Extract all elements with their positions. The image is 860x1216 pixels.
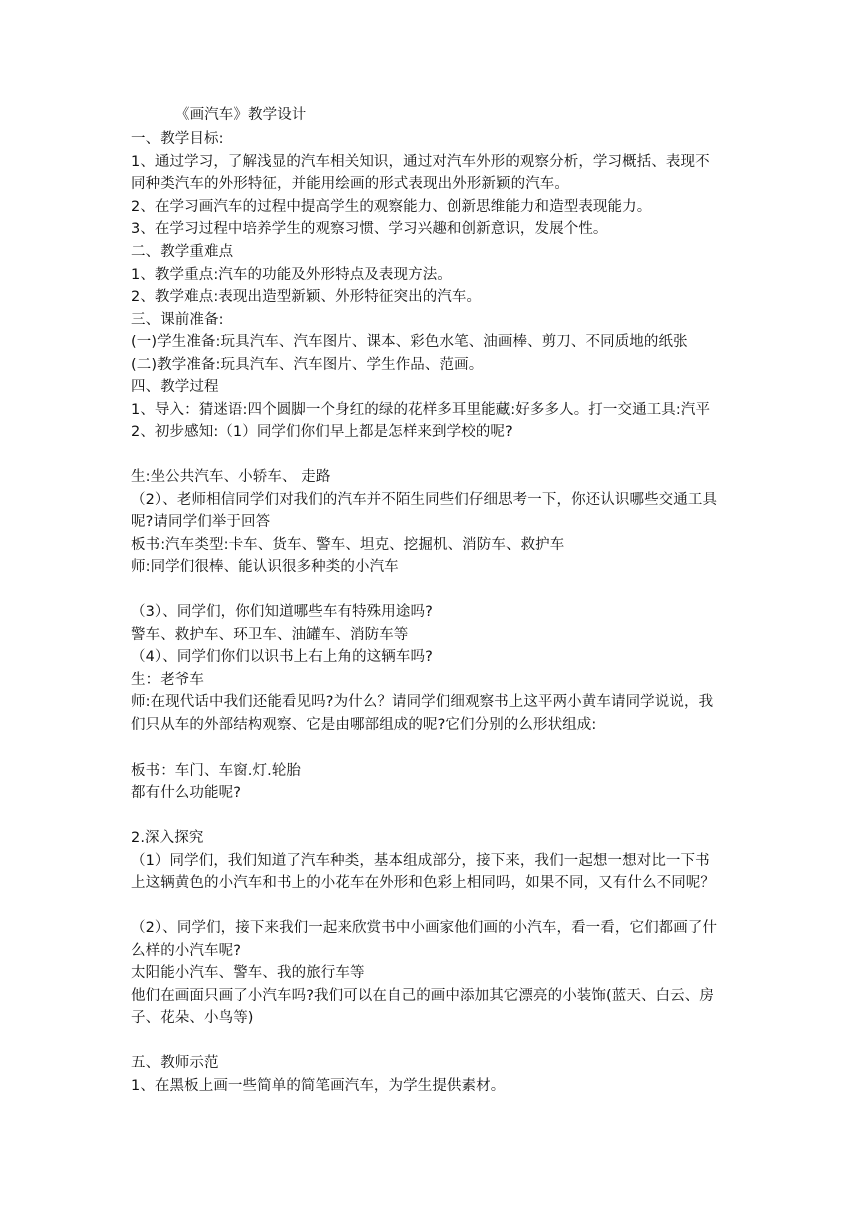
paragraph-line: 2、教学难点:表现出造型新颖、外形特征突出的汽车。 <box>131 289 482 305</box>
paragraph-line: 师:同学们很棒、能认识很多种类的小汽车 <box>131 559 399 575</box>
paragraph-line: 都有什么功能呢? <box>131 785 241 801</box>
paragraph-line: 上这辆黄色的小汽车和书上的小花车在外形和色彩上相同吗，如果不同，又有什么不同呢？ <box>131 875 715 891</box>
paragraph-line: 警车、救护车、环卫车、油罐车、消防车等 <box>131 627 409 643</box>
paragraph-line: 3、在学习过程中培养学生的观察习惯、学习兴趣和创新意识，发展个性。 <box>131 221 608 237</box>
paragraph-line: (一)学生准备:玩具汽车、汽车图片、课本、彩色水笔、油画棒、剪刀、不同质地的纸张 <box>131 334 688 350</box>
heading-teacher-demo: 五、教师示范 <box>131 1055 219 1071</box>
heading-teaching-process: 四、教学过程 <box>131 379 219 395</box>
paragraph-line: 1、教学重点:汽车的功能及外形特点及表现方法。 <box>131 267 452 283</box>
paragraph-line: 2、在学习画汽车的过程中提高学生的观察能力、创新思维能力和造型表现能力。 <box>131 199 652 215</box>
paragraph-line: 1、通过学习，了解浅显的汽车相关知识，通过对汽车外形的观察分析，学习概括、表现不 <box>131 154 710 170</box>
paragraph-line: 师:在现代话中我们还能看见吗?为什么？请同学们细观察书上这平两小黄车请同学说说，我 <box>131 694 714 710</box>
paragraph-line: 么样的小汽车呢? <box>131 943 241 959</box>
paragraph-line: 们只从车的外部结构观察、它是由哪部组成的呢?它们分别的么形状组成: <box>131 717 597 733</box>
paragraph-line: 生：老爷车 <box>131 672 204 688</box>
paragraph-line: 1、导入：猜迷语:四个圆脚一个身红的绿的花样多耳里能藏:好多多人。打一交通工具:汽平 <box>131 402 711 418</box>
heading-key-points: 二、教学重难点 <box>131 244 234 260</box>
paragraph-line: 板书：车门、车窗.灯.轮胎 <box>131 763 302 779</box>
paragraph-line: 呢?请同学们举于回答 <box>131 514 271 530</box>
paragraph-line: （1）同学们，我们知道了汽车种类，基本组成部分，接下来，我们一起想一想对比一下书 <box>131 853 710 869</box>
paragraph-line: （2）、同学们，接下来我们一起来欣赏书中小画家他们画的小汽车，看一看，它们都画了什 <box>131 920 718 936</box>
paragraph-line: 同种类汽车的外形特征，并能用绘画的形式表现出外形新颖的汽车。 <box>131 176 569 192</box>
paragraph-line: (二)教学准备:玩具汽车、汽车图片、学生作品、范画。 <box>131 357 484 373</box>
paragraph-line: 板书:汽车类型:卡车、货车、警车、坦克、挖掘机、消防车、救护车 <box>131 537 565 553</box>
heading-deep-exploration: 2.深入探究 <box>131 830 204 846</box>
heading-preparation: 三、课前准备: <box>131 312 224 328</box>
paragraph-line: （4）、同学们你们以识书上右上角的这辆车吗? <box>131 649 433 665</box>
paragraph-line: 他们在画面只画了小汽车吗?我们可以在自己的画中添加其它漂亮的小装饰(蓝天、白云、房 <box>131 988 714 1004</box>
paragraph-line: 生:坐公共汽车、小轿车、 走路 <box>131 469 331 485</box>
paragraph-line: 子、花朵、小鸟等) <box>131 1010 254 1026</box>
paragraph-line: 2、初步感知:（1）同学们你们早上都是怎样来到学校的呢? <box>131 424 513 440</box>
paragraph-line: （2）、老师相信同学们对我们的汽车并不陌生同些们仔细思考一下，你还认识哪些交通工具 <box>131 492 718 508</box>
paragraph-line: 1、在黑板上画一些简单的简笔画汽车，为学生提供素材。 <box>131 1078 506 1094</box>
paragraph-line: 太阳能小汽车、警车、我的旅行车等 <box>131 965 365 981</box>
document-title: 《画汽车》教学设计 <box>175 107 307 123</box>
heading-teaching-goals: 一、教学目标: <box>131 131 224 147</box>
paragraph-line: （3）、同学们，你们知道哪些车有特殊用途吗? <box>131 604 433 620</box>
